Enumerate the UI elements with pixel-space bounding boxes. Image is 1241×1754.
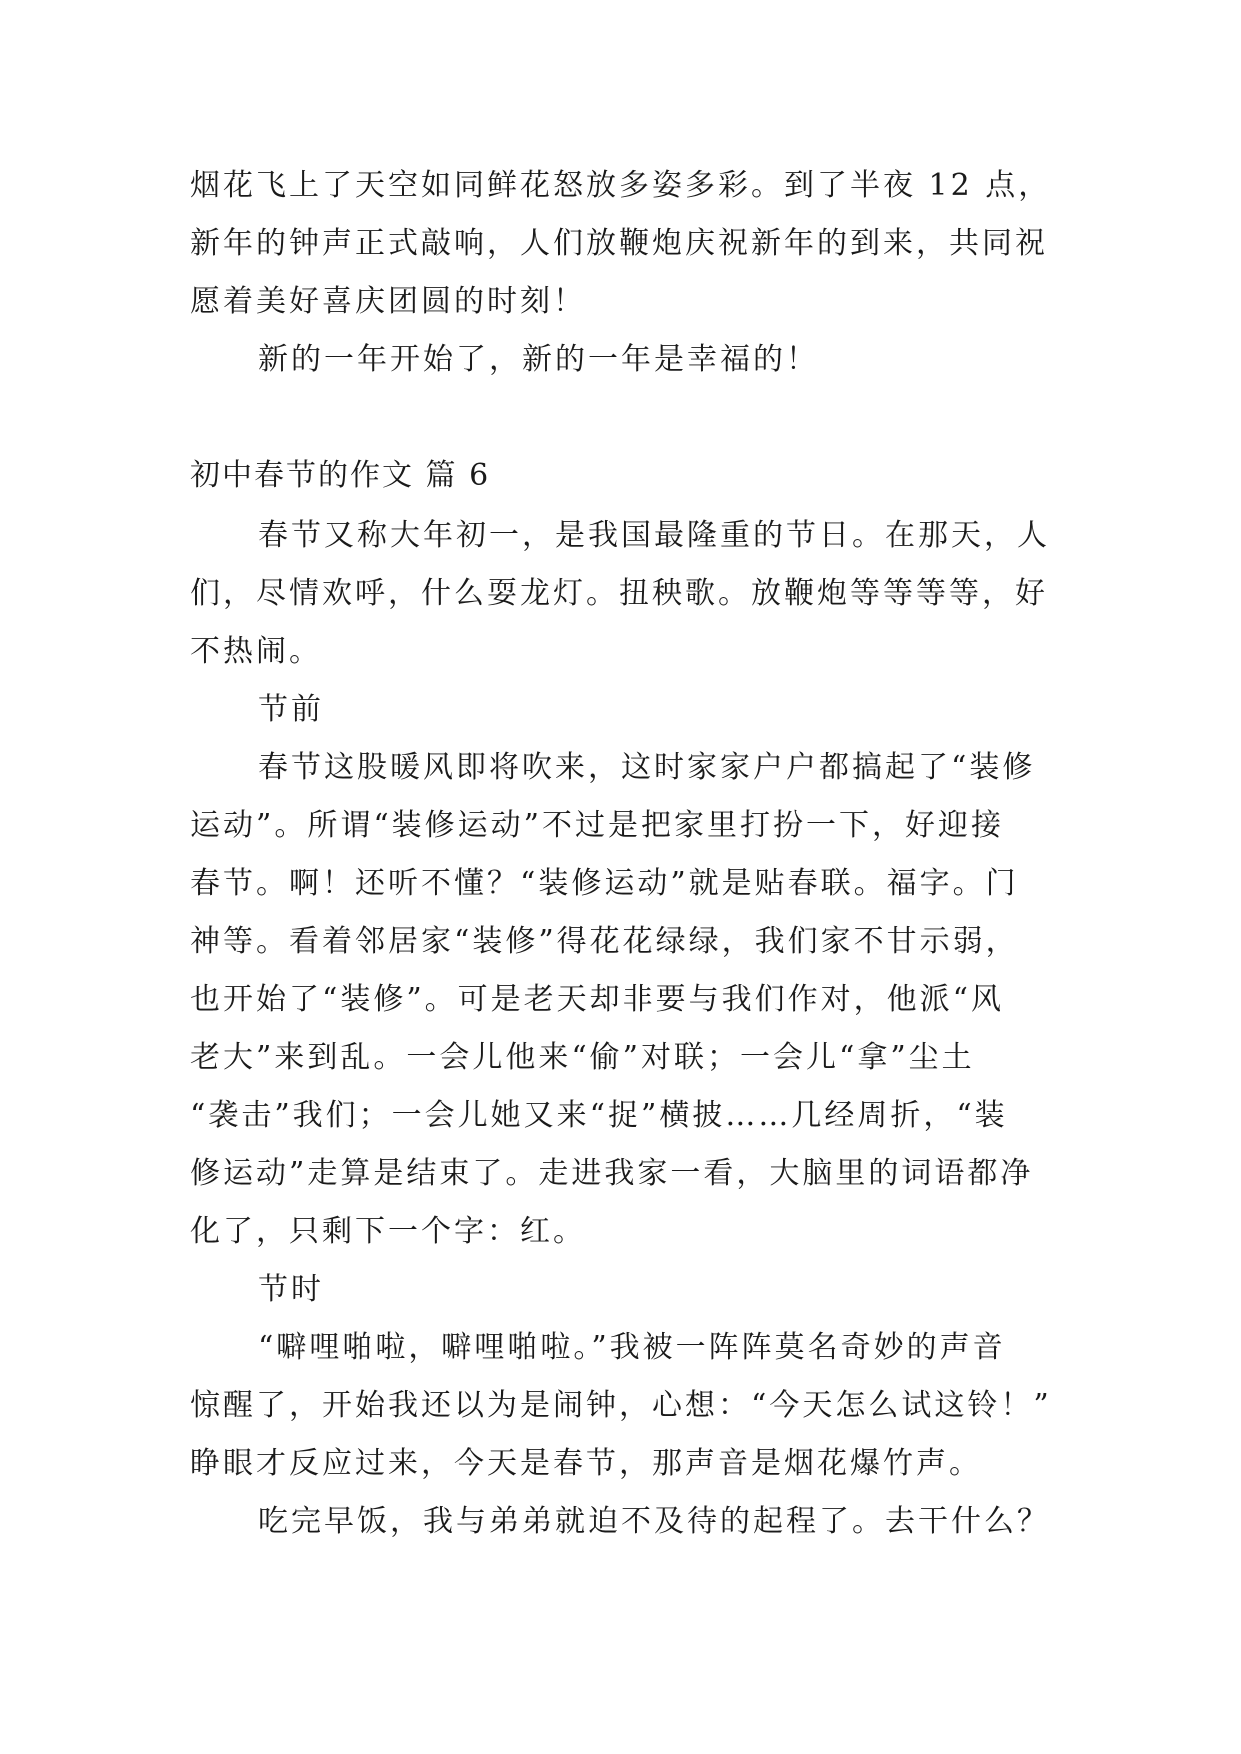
- paragraph-5-line-3: 睁眼才反应过来，今天是春节，那声音是烟花爆竹声。: [190, 1446, 982, 1481]
- paragraph-4-line-1: 春节这股暖风即将吹来，这时家家户户都搞起了“装修: [258, 750, 1036, 785]
- paragraph-2-line-1: 新的一年开始了，新的一年是幸福的！: [258, 342, 819, 377]
- paragraph-3-line-1: 春节又称大年初一，是我国最隆重的节日。在那天，人: [258, 518, 1050, 553]
- paragraph-1-line-2: 新年的钟声正式敲响，人们放鞭炮庆祝新年的到来，共同祝: [190, 226, 1048, 261]
- paragraph-4-line-3: 春节。啊！还听不懂？“装修运动”就是贴春联。福字。门: [190, 866, 1019, 901]
- paragraph-4-line-9: 化了，只剩下一个字：红。: [190, 1214, 586, 1249]
- paragraph-4-line-8: 修运动”走算是结束了。走进我家一看，大脑里的词语都净: [190, 1156, 1034, 1191]
- paragraph-1-line-3: 愿着美好喜庆团圆的时刻！: [190, 284, 586, 319]
- paragraph-4-line-4: 神等。看着邻居家“装修”得花花绿绿，我们家不甘示弱，: [190, 924, 1019, 959]
- paragraph-4-line-5: 也开始了“装修”。可是老天却非要与我们作对，他派“风: [190, 982, 1005, 1017]
- subheading-before-festival: 节前: [258, 692, 324, 727]
- paragraph-1-line-1: 烟花飞上了天空如同鲜花怒放多姿多彩。到了半夜 12 点，: [190, 168, 1052, 203]
- paragraph-4-line-7: “袭击”我们；一会儿她又来“捉”横披……几经周折，“装: [190, 1098, 1008, 1133]
- subheading-during-festival: 节时: [258, 1272, 324, 1307]
- paragraph-4-line-6: 老大”来到乱。一会儿他来“偷”对联；一会儿“拿”尘土: [190, 1040, 975, 1075]
- paragraph-5-line-2: 惊醒了，开始我还以为是闹钟，心想：“今天怎么试这铃！”: [190, 1388, 1052, 1423]
- paragraph-3-line-2: 们，尽情欢呼，什么耍龙灯。扭秧歌。放鞭炮等等等等，好: [190, 576, 1048, 611]
- section-heading: 初中春节的作文 篇 6: [190, 458, 491, 493]
- paragraph-6-line-1: 吃完早饭，我与弟弟就迫不及待的起程了。去干什么？: [258, 1504, 1050, 1539]
- paragraph-5-line-1: “噼哩啪啦，噼哩啪啦。”我被一阵阵莫名奇妙的声音: [258, 1330, 1006, 1365]
- paragraph-4-line-2: 运动”。所谓“装修运动”不过是把家里打扮一下，好迎接: [190, 808, 1005, 843]
- paragraph-3-line-3: 不热闹。: [190, 634, 322, 669]
